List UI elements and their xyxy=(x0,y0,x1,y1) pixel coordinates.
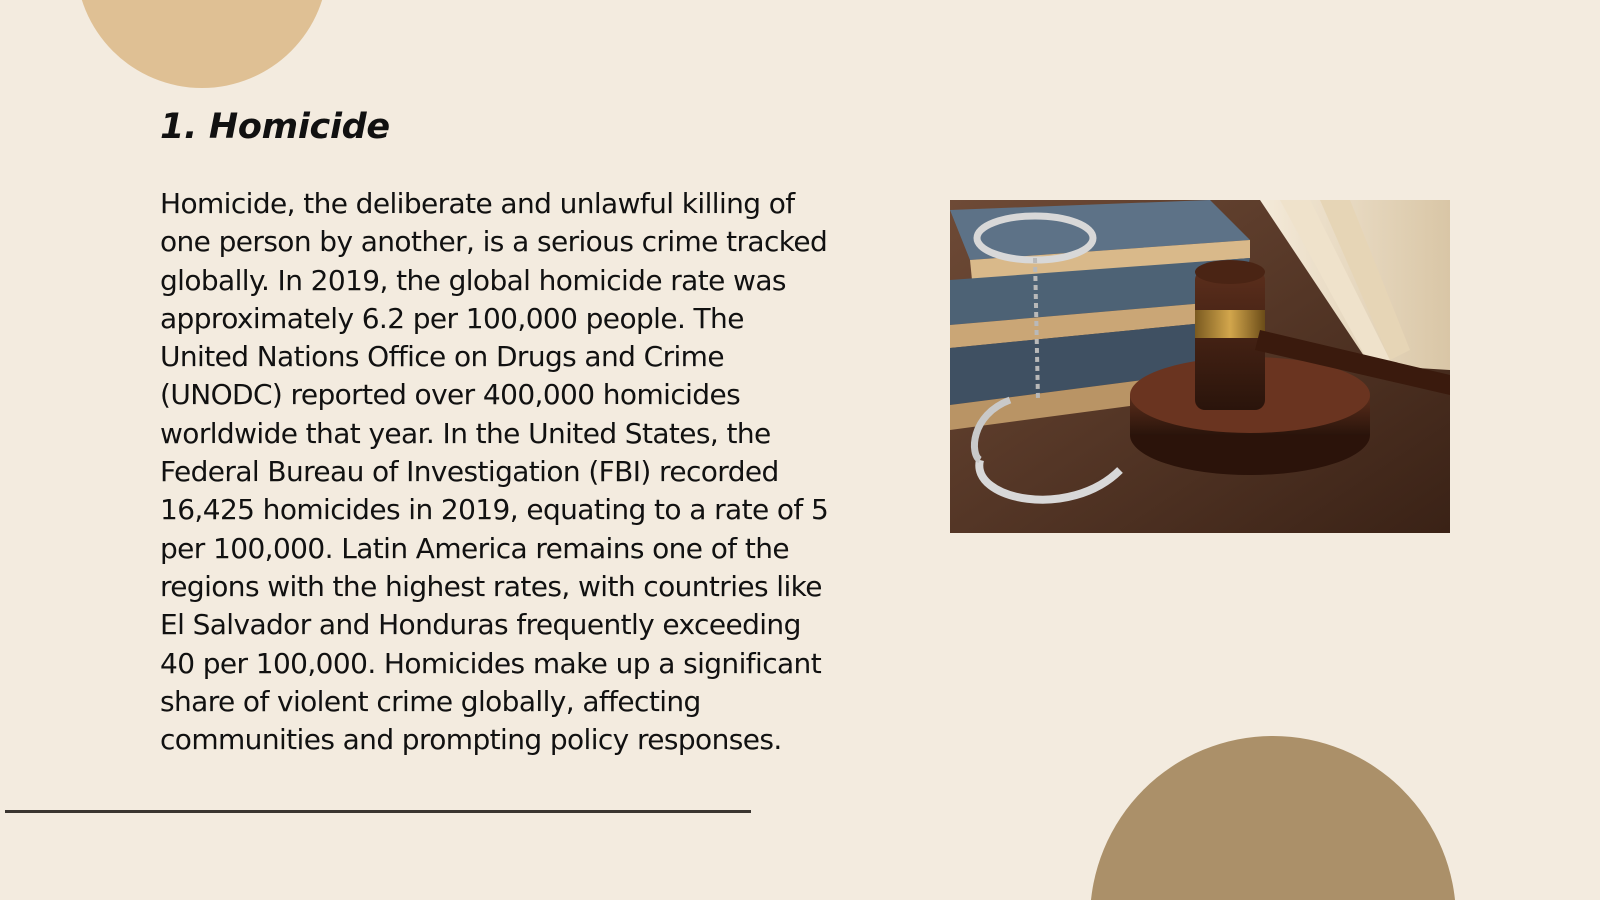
decorative-circle-top xyxy=(76,0,328,88)
slide-body-text: Homicide, the deliberate and unlawful killing of one person by another, is a serious crime tracked globally. In 2019, the global homicide rate was approximately 6.2 per 100,000 people. The United Nations Office on Drugs and Crime (UNODC) reported over 400,000 homicides worldwide that year. In the United States, the Federal Bureau of Investigation (FBI) recorded 16,425 homicides in 2019, equating to a rate of 5 per 100,000. Latin America remains one of the regions with the highest rates, with countries like El Salvador and Honduras frequently exceeding 40 per 100,000. Homicides make up a significant share of violent crime globally, affecting communities and prompting policy responses. xyxy=(160,187,829,757)
divider-line xyxy=(5,810,751,813)
decorative-circle-bottom xyxy=(1090,736,1456,900)
gavel-handcuffs-books-photo xyxy=(950,200,1450,533)
slide-title: 1. Homicide xyxy=(160,107,390,147)
